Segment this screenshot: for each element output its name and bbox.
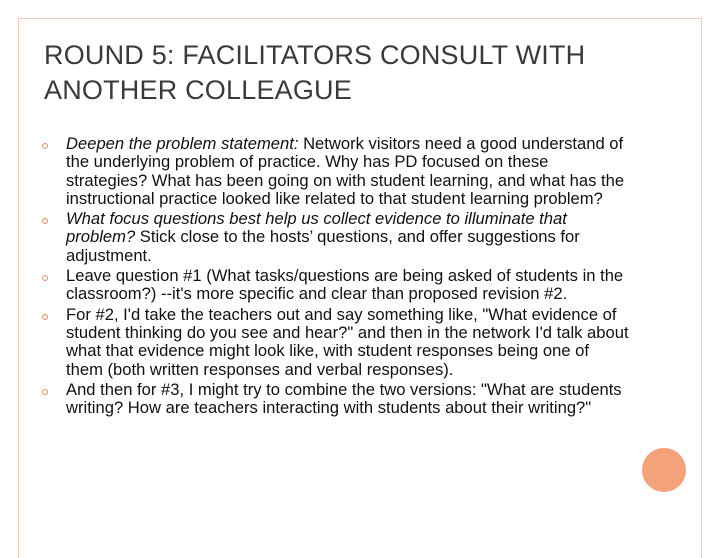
hollow-circle-icon [42,275,48,281]
hollow-circle-icon [42,218,48,224]
hollow-circle-icon [42,314,48,320]
bullet-italic-text: What focus questions best help us collect evidence to illuminate that problem? [66,209,567,247]
bullet-text: Stick close to the hosts’ questions, and offer suggestions for adjustment. [66,227,580,265]
bullet-text: Network visitors need a good understand of the underlying problem of practice. Why has PD focused on these strategies? What has been going on with student learning, and what has the instructional practice looked like related to that student learning problem? [66,134,625,208]
bullet-list [40,135,630,419]
decorative-orange-circle [642,448,686,492]
bullet-text: And then for #3, I might try to combine the two versions: "What are students writing? How are teachers interacting with students about their writing?" [66,379,622,418]
slide-title: ROUND 5: FACILITATORS CONSULT WITH ANOTHER COLLEAGUE [44,40,586,105]
bullet-text: For #2, I'd take the teachers out and say something like, "What evidence of student thinking do you see and hear?" and then in the network I'd talk about what that evidence might look like, with student responses being one of them (both written responses and verbal responses). [66,304,629,379]
bullet-italic-text: Deepen the problem statement: [66,134,299,153]
bullet-item-2 [40,210,630,265]
hollow-circle-icon [42,143,48,149]
bullet-item-1 [40,135,630,208]
bullet-item-4 [40,306,630,379]
bullet-item-3 [40,267,630,304]
hollow-circle-icon [42,389,48,395]
bullet-text: Leave question #1 (What tasks/questions are being asked of students in the classroom?) --it's more specific and clear than proposed revision #2. [66,266,624,304]
bullet-item-5 [40,381,630,418]
